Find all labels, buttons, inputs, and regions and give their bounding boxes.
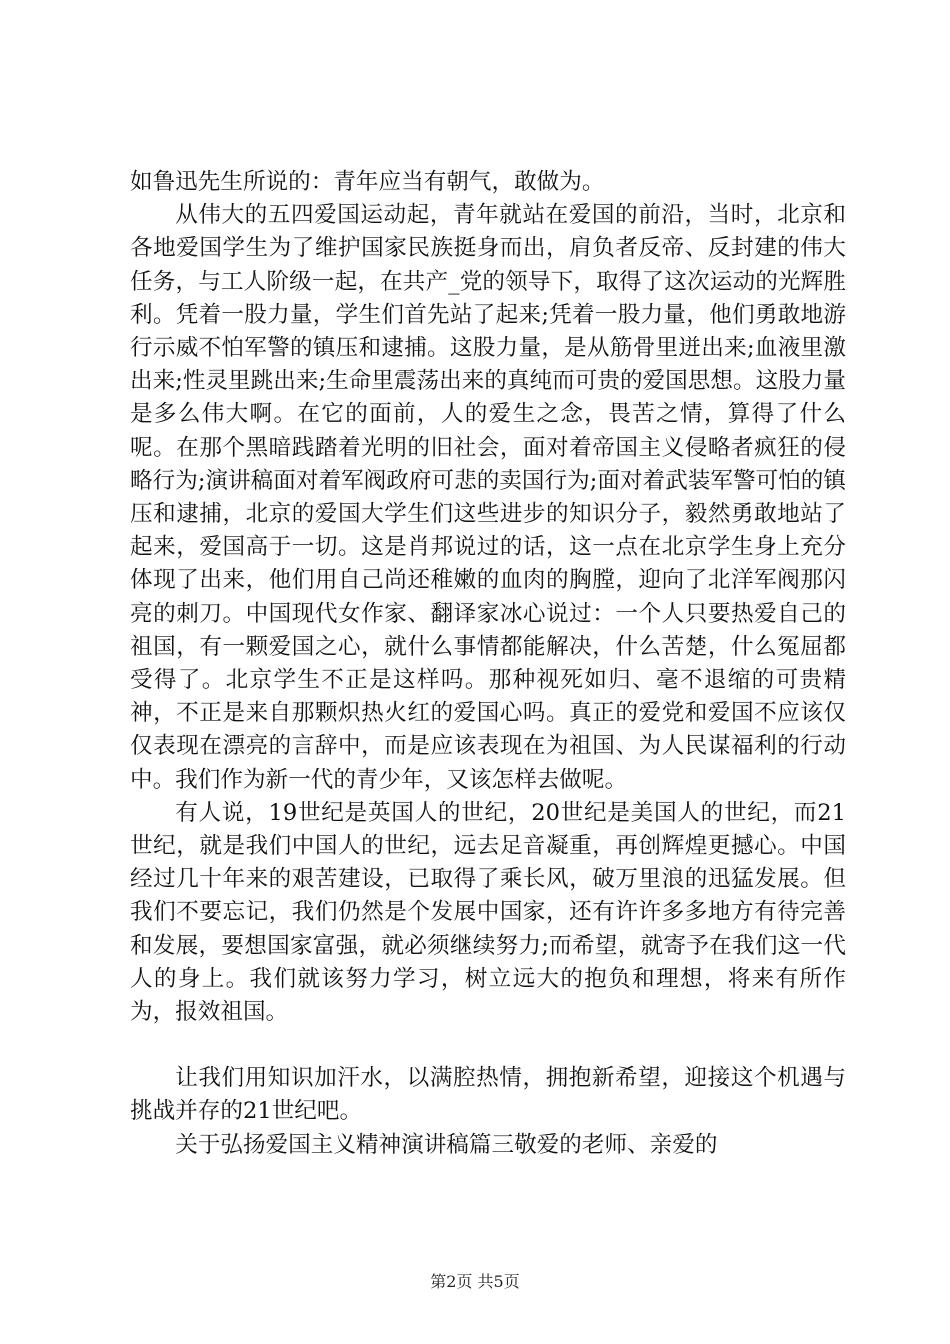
document-body — [130, 166, 846, 1162]
paragraph-next-speech-heading: 关于弘扬爱国主义精神演讲稿篇三敬爱的老师、亲爱的 — [175, 1131, 718, 1158]
paragraph-21st-century: 有人说，19世纪是英国人的世纪，20世纪是美国人的世纪，而21世纪，就是我们中国人的世纪，远去足音凝重，再创辉煌更撼心。中国经过几十年来的艰苦建设，已取得了乘长风，破万里浪的迅猛发展。但我们不要忘记，我们仍然是个发展中国家，还有许许多多地方有待完善和发展，要想国家富强，就必须继续努力;而希望，就寄予在我们这一代人的身上。我们就该努力学习，树立远大的抱负和理想，将来有所作为，报效祖国。 — [130, 799, 846, 1026]
page-number-footer: 第2页 共5页 — [430, 1272, 520, 1291]
paragraph-may-fourth: 从伟大的五四爱国运动起，青年就站在爱国的前沿，当时，北京和各地爱国学生为了维护国家民族挺身而出，肩负者反帝、反封建的伟大任务，与工人阶级一起，在共产_党的领导下，取得了这次运动的光辉胜利。凭着一股力量，学生们首先站了起来;凭着一股力量，他们勇敢地游行示威不怕军警的镇压和逮捕。这股力量，是从筋骨里迸出来;血液里激出来;性灵里跳出来;生命里震荡出来的真纯而可贵的爱国思想。这股力量是多么伟大啊。在它的面前，人的爱生之念，畏苦之情，算得了什么呢。在那个黑暗践踏着光明的旧社会，面对着帝国主义侵略者疯狂的侵略行为;演讲稿面对着军阀政府可悲的卖国行为;面对着武装军警可怕的镇压和逮捕，北京的爱国大学生们这些进步的知识分子，毅然勇敢地站了起来，爱国高于一切。这是肖邦说过的话，这一点在北京学生身上充分体现了出来，他们用自己尚还稚嫩的血肉的胸膛，迎向了北洋军阀那闪亮的刺刀。中国现代女作家、翻译家冰心说过：一个人只要热爱自己的祖国，有一颗爱国之心，就什么事情都能解决，什么苦楚，什么冤屈都受得了。北京学生不正是这样吗。那种视死如归、毫不退缩的可贵精神，不正是来自那颗炽热火红的爱国心吗。真正的爱党和爱国不应该仅仅表现在漂亮的言辞中，而是应该表现在为祖国、为人民谋福利的行动中。我们作为新一代的青少年，又该怎样去做呢。 — [130, 202, 846, 793]
paragraph-call-to-action: 让我们用知识加汗水，以满腔热情，拥抱新希望，迎接这个机遇与挑战并存的21世纪吧。 — [130, 1065, 846, 1125]
paragraph-continuation: 如鲁迅先生所说的：青年应当有朝气，敢做为。 — [130, 169, 605, 195]
